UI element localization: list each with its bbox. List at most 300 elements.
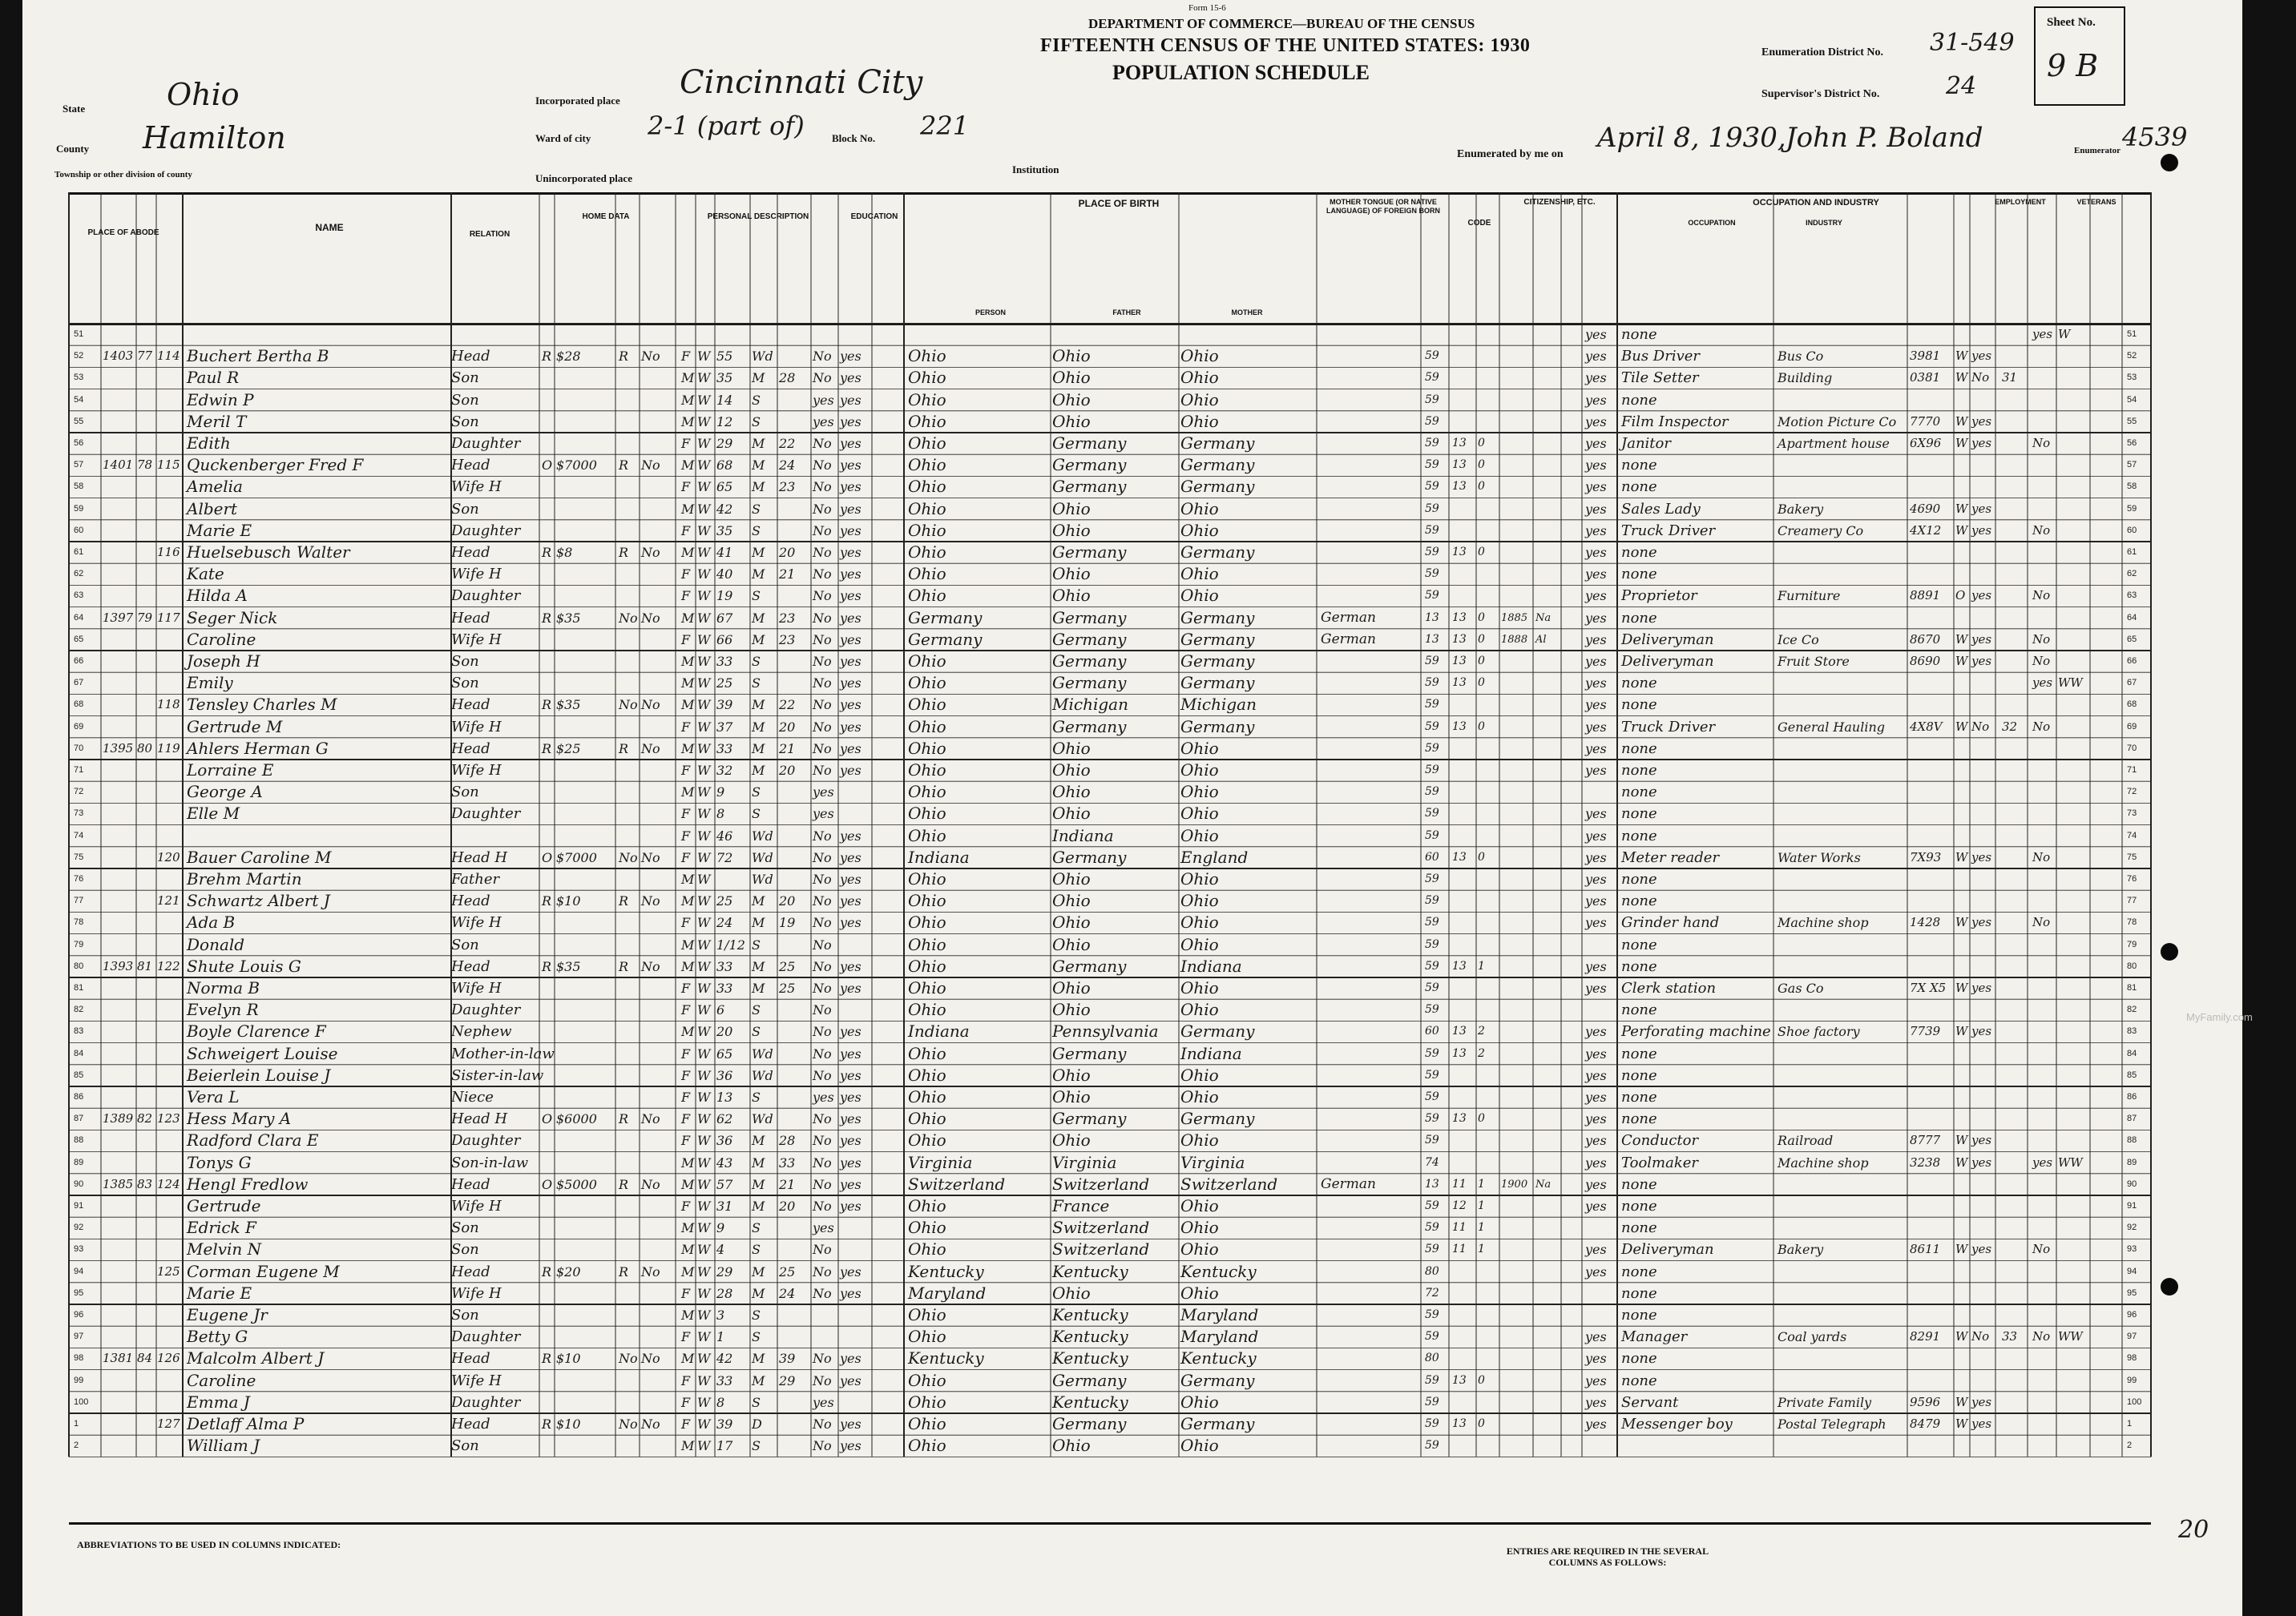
cell-rel: Head H xyxy=(451,848,508,866)
cell-occ: none xyxy=(1621,326,1657,343)
cell-bp: Ohio xyxy=(908,477,946,497)
cell-street xyxy=(103,1435,136,1457)
cell-dw xyxy=(137,1130,156,1151)
census-row xyxy=(22,672,2242,694)
cell-nat xyxy=(1535,651,1560,672)
cell-fam xyxy=(157,389,181,411)
cell-yr xyxy=(1501,716,1533,738)
cell-vet: No xyxy=(2032,849,2051,864)
cell-race: W xyxy=(697,392,711,408)
cell-bp: Ohio xyxy=(908,346,946,366)
cell-vet: No xyxy=(2032,588,2051,603)
cell-yr xyxy=(1501,738,1533,760)
cell-dw xyxy=(137,651,156,672)
cell-sch: No xyxy=(813,675,832,691)
cell-race: W xyxy=(697,566,711,582)
cell-eng: yes xyxy=(1585,1176,1607,1192)
cell-nat xyxy=(1535,1108,1560,1130)
cell-vet xyxy=(2032,563,2055,585)
cell-bpm: Germany xyxy=(1180,542,1255,562)
cell-radio xyxy=(619,651,641,672)
cell-work xyxy=(1971,476,1995,498)
cell-nat: Na xyxy=(1535,611,1552,624)
cell-c2 xyxy=(1452,694,1476,715)
cell-ocode: 8291 xyxy=(1910,1329,1941,1344)
cell-tenure xyxy=(542,1326,556,1348)
cell-war xyxy=(2058,542,2090,563)
cell-dw xyxy=(137,1021,156,1042)
cell-dw: 79 xyxy=(137,610,153,625)
cell-read xyxy=(840,803,872,824)
cell-ind xyxy=(1777,1108,1906,1130)
cell-name xyxy=(187,324,451,345)
cell-value: $6000 xyxy=(556,1111,597,1127)
cell-vet xyxy=(2032,367,2055,389)
cell-radio xyxy=(619,803,641,824)
census-row xyxy=(22,803,2242,824)
cell-eng: yes xyxy=(1585,828,1607,844)
cell-vet xyxy=(2032,934,2055,956)
cell-occ: Proprietor xyxy=(1621,587,1697,605)
cell-rel: Niece xyxy=(451,1089,494,1106)
cell-tenure xyxy=(542,1217,556,1239)
cell-name: Paul R xyxy=(187,368,240,388)
cell-sex: M xyxy=(681,893,695,909)
cell-sch: No xyxy=(813,1285,832,1301)
cell-c3 xyxy=(1478,912,1499,933)
cell-agem xyxy=(779,1021,811,1042)
cell-war xyxy=(2058,454,2090,476)
cell-rel: Head xyxy=(451,457,490,474)
cell-war xyxy=(2058,367,2090,389)
cell-street xyxy=(103,433,136,454)
cell-street xyxy=(103,694,136,715)
cell-ind xyxy=(1777,607,1906,629)
cell-age: 33 xyxy=(716,1372,733,1388)
cell-vet xyxy=(2032,977,2055,999)
cell-sex: F xyxy=(681,806,691,822)
cell-bp: Ohio xyxy=(908,498,946,518)
cell-vet xyxy=(2032,1086,2055,1108)
cell-c2 xyxy=(1452,1435,1476,1457)
cell-tongue xyxy=(1321,1413,1417,1435)
cell-ocode xyxy=(1910,607,1955,629)
cell-farm xyxy=(641,651,673,672)
cell-tenure xyxy=(542,367,556,389)
cell-dw xyxy=(137,411,156,433)
cell-radio xyxy=(619,1239,641,1260)
cell-bp: Ohio xyxy=(908,1087,946,1106)
cell-name: Ahlers Herman G xyxy=(187,738,329,758)
cell-vet xyxy=(2032,760,2055,781)
cell-bp: Ohio xyxy=(908,956,946,976)
cell-rel: Head xyxy=(451,544,490,561)
cell-c1: 59 xyxy=(1425,480,1439,494)
line-number-right: 92 xyxy=(2127,1223,2137,1233)
cell-work xyxy=(1971,890,1995,912)
cell-cls: W xyxy=(1955,1394,1968,1409)
cell-read: yes xyxy=(840,436,862,451)
cell-eng: yes xyxy=(1585,436,1607,451)
line-number-left: 80 xyxy=(74,961,84,971)
cell-street: 1385 xyxy=(103,1176,134,1191)
cell-rel: Wife H xyxy=(451,1372,502,1389)
cell-age: 42 xyxy=(716,501,733,517)
line-number-right: 59 xyxy=(2127,503,2137,514)
census-row xyxy=(22,1152,2242,1174)
cell-eng: yes xyxy=(1585,849,1607,865)
cell-radio xyxy=(619,1021,641,1042)
cell-bpf: Germany xyxy=(1052,477,1127,497)
cell-line xyxy=(2002,629,2026,651)
cell-name: Huelsebusch Walter xyxy=(187,542,350,562)
cell-tongue xyxy=(1321,1304,1417,1326)
cell-value: $10 xyxy=(556,1417,581,1432)
cell-race: W xyxy=(697,370,711,386)
cell-ind xyxy=(1777,956,1906,977)
cell-agem: 20 xyxy=(779,545,796,560)
cell-c2 xyxy=(1452,324,1476,345)
cell-name: Bauer Caroline M xyxy=(187,847,332,867)
cell-bpm: Ohio xyxy=(1180,586,1219,606)
cell-c1: 59 xyxy=(1425,655,1439,667)
cell-radio: R xyxy=(619,1263,629,1280)
cell-c2: 13 xyxy=(1452,1417,1467,1430)
line-number-left: 86 xyxy=(74,1092,84,1102)
cell-tenure xyxy=(542,585,556,607)
line-number-left: 63 xyxy=(74,590,84,601)
cell-c3 xyxy=(1478,345,1499,367)
cell-bpm: Germany xyxy=(1180,433,1255,453)
cell-eng: yes xyxy=(1585,1090,1607,1105)
cell-name: Eugene Jr xyxy=(187,1305,268,1324)
cell-farm xyxy=(641,389,673,411)
cell-c1: 59 xyxy=(1425,1199,1439,1212)
cell-dw xyxy=(137,324,156,345)
cell-dw xyxy=(137,803,156,824)
cell-c3: 0 xyxy=(1478,850,1485,864)
cell-eng: yes xyxy=(1585,1242,1607,1258)
cell-nat xyxy=(1535,367,1560,389)
cell-sex: M xyxy=(681,413,695,429)
cell-vet: No xyxy=(2032,436,2051,450)
cell-sch: No xyxy=(813,1067,832,1083)
cell-ocode: 8891 xyxy=(1910,588,1941,603)
cell-read: yes xyxy=(840,675,862,691)
cell-tongue xyxy=(1321,345,1417,367)
cell-agem: 28 xyxy=(779,370,796,386)
cell-ocode xyxy=(1910,1043,1955,1065)
cell-c1: 59 xyxy=(1425,741,1439,755)
cell-race: W xyxy=(697,654,711,669)
cell-age: 67 xyxy=(716,610,733,626)
cell-eng: yes xyxy=(1585,763,1607,778)
census-row xyxy=(22,454,2242,476)
cell-nat xyxy=(1535,694,1560,715)
cell-ms: M xyxy=(752,1176,765,1192)
cell-war xyxy=(2058,760,2090,781)
cell-name: Schweigert Louise xyxy=(187,1043,338,1063)
cell-ms: S xyxy=(752,522,761,538)
cell-vet: yes xyxy=(2032,1155,2053,1170)
cell-fam: 125 xyxy=(157,1263,180,1279)
cell-bpf: Ohio xyxy=(1052,1130,1091,1151)
cell-race: W xyxy=(697,1417,711,1432)
cell-bpf: Germany xyxy=(1052,1414,1127,1433)
cell-ms: S xyxy=(752,654,761,669)
cell-cls: W xyxy=(1955,501,1968,516)
cell-vet xyxy=(2032,1195,2055,1217)
cell-rel: Wife H xyxy=(451,631,502,648)
cell-work: yes xyxy=(1971,501,1992,516)
cell-work xyxy=(1971,389,1995,411)
cell-name: Donald xyxy=(187,934,245,954)
cell-bp: Switzerland xyxy=(908,1174,1006,1194)
cell-cls xyxy=(1955,825,1971,847)
cell-cls xyxy=(1955,738,1971,760)
cell-ms: M xyxy=(752,719,765,735)
cell-bpm: Germany xyxy=(1180,1109,1255,1129)
cell-nat xyxy=(1535,1370,1560,1392)
cell-bpf: Michigan xyxy=(1052,695,1128,715)
cell-war xyxy=(2058,1283,2090,1304)
cell-race: W xyxy=(697,631,711,647)
cell-war: WW xyxy=(2058,1329,2083,1344)
cell-tongue xyxy=(1321,716,1417,738)
cell-fam xyxy=(157,1370,181,1392)
cell-bp: Indiana xyxy=(908,847,970,867)
cell-rel: Son-in-law xyxy=(451,1154,529,1171)
cell-ind xyxy=(1777,1086,1906,1108)
cell-street xyxy=(103,411,136,433)
cell-c3 xyxy=(1478,1392,1499,1413)
cell-tenure xyxy=(542,498,556,520)
cell-bpf: Germany xyxy=(1052,455,1127,475)
cell-tenure: R xyxy=(542,893,552,909)
cell-radio: R xyxy=(619,349,629,365)
cell-street xyxy=(103,1130,136,1151)
cell-sex: F xyxy=(681,631,691,647)
cell-sex: M xyxy=(681,1263,695,1280)
cell-street xyxy=(103,890,136,912)
cell-farm: No xyxy=(641,849,660,865)
cell-c2: 13 xyxy=(1452,655,1467,667)
cell-yr xyxy=(1501,956,1533,977)
cell-line xyxy=(2002,324,2026,345)
cell-value: $7000 xyxy=(556,849,597,865)
cell-ocode: 8690 xyxy=(1910,654,1941,668)
cell-occ: none xyxy=(1621,544,1657,561)
line-number-right: 58 xyxy=(2127,482,2137,492)
cell-agem xyxy=(779,324,811,345)
cell-eng: yes xyxy=(1585,893,1607,909)
cell-tongue xyxy=(1321,1392,1417,1413)
line-number-right: 99 xyxy=(2127,1375,2137,1385)
cell-eng: yes xyxy=(1585,1329,1607,1345)
cell-tongue xyxy=(1321,999,1417,1021)
cell-dw xyxy=(137,847,156,868)
cell-line xyxy=(2002,868,2026,890)
cell-rel: Son xyxy=(451,500,479,518)
cell-work: yes xyxy=(1971,1155,1992,1170)
line-number-left: 1 xyxy=(74,1419,79,1429)
line-number-right: 96 xyxy=(2127,1310,2137,1320)
cell-agem xyxy=(779,1043,811,1065)
cell-race: W xyxy=(697,1351,711,1367)
cell-value: $10 xyxy=(556,1351,581,1367)
cell-ocode: 3238 xyxy=(1910,1155,1941,1170)
cell-sch: No xyxy=(813,937,832,953)
cell-eng: yes xyxy=(1585,545,1607,560)
cell-radio xyxy=(619,1086,641,1108)
cell-nat xyxy=(1535,738,1560,760)
census-row xyxy=(22,1021,2242,1042)
cell-sch: yes xyxy=(813,392,834,408)
cell-ms: S xyxy=(752,1308,761,1323)
cell-sex: M xyxy=(681,937,695,953)
cell-name: Norma B xyxy=(187,978,260,997)
cell-sch: No xyxy=(813,588,832,604)
cell-value xyxy=(556,868,614,890)
cell-name: Detlaff Alma P xyxy=(187,1414,305,1433)
ward-value: 2-1 (part of) xyxy=(648,111,805,141)
cell-yr xyxy=(1501,1217,1533,1239)
cell-yr xyxy=(1501,1130,1533,1151)
line-number-left: 94 xyxy=(74,1266,84,1276)
cell-farm xyxy=(641,912,673,933)
cell-c3: 0 xyxy=(1478,1417,1485,1430)
cell-radio xyxy=(619,760,641,781)
cell-radio: No xyxy=(619,610,638,626)
cell-fam xyxy=(157,716,181,738)
line-number-left: 58 xyxy=(74,482,84,492)
cell-radio: No xyxy=(619,849,638,865)
cell-bp: Ohio xyxy=(908,651,946,671)
cell-street xyxy=(103,1326,136,1348)
cell-ms: M xyxy=(752,370,765,386)
cell-agem xyxy=(779,585,811,607)
cell-vet: No xyxy=(2032,915,2051,930)
cell-yr xyxy=(1501,1370,1533,1392)
cell-race: W xyxy=(697,893,711,909)
census-row xyxy=(22,1392,2242,1413)
cell-c1: 13 xyxy=(1425,611,1439,624)
cell-line xyxy=(2002,1021,2026,1042)
cell-nat xyxy=(1535,781,1560,803)
cell-bpm: Germany xyxy=(1180,716,1255,736)
cell-c1: 13 xyxy=(1425,1177,1439,1191)
cell-read: yes xyxy=(840,740,862,756)
cell-tenure: R xyxy=(542,740,552,756)
cell-tenure: O xyxy=(542,1111,553,1127)
cell-cls: W xyxy=(1955,1024,1968,1039)
cell-sch: No xyxy=(813,981,832,996)
hdr-person: PERSON xyxy=(974,308,1006,316)
line-number-right: 64 xyxy=(2127,612,2137,623)
cell-ms: M xyxy=(752,1133,765,1149)
cell-war xyxy=(2058,825,2090,847)
cell-agem: 20 xyxy=(779,763,796,778)
line-number-left: 75 xyxy=(74,852,84,862)
cell-work xyxy=(1971,738,1995,760)
cell-c3 xyxy=(1478,1261,1499,1283)
cell-sex: F xyxy=(681,1090,691,1105)
cell-c2: 13 xyxy=(1452,850,1467,864)
cell-bpf: Ohio xyxy=(1052,1065,1091,1085)
line-number-left: 91 xyxy=(74,1201,84,1211)
cell-war: WW xyxy=(2058,675,2083,691)
line-number-left: 96 xyxy=(74,1310,84,1320)
cell-c2: 13 xyxy=(1452,1373,1467,1387)
cell-occ: none xyxy=(1621,1263,1657,1280)
cell-name: Melvin N xyxy=(187,1239,262,1259)
cell-bpm: Germany xyxy=(1180,477,1255,497)
census-row xyxy=(22,476,2242,498)
cell-race: W xyxy=(697,1024,711,1040)
cell-cls xyxy=(1955,1435,1971,1457)
cell-nat xyxy=(1535,868,1560,890)
cell-bpm: Kentucky xyxy=(1180,1348,1257,1368)
cell-occ: Meter reader xyxy=(1621,848,1720,866)
cell-sex: M xyxy=(681,610,695,626)
cell-c3: 1 xyxy=(1478,1177,1485,1191)
line-number-left: 65 xyxy=(74,634,84,644)
cell-eng xyxy=(1585,1217,1617,1239)
cell-c3: 1 xyxy=(1478,1199,1485,1212)
cell-agem xyxy=(779,498,811,520)
cell-yr: 1888 xyxy=(1501,633,1528,646)
cell-race: W xyxy=(697,349,711,365)
cell-line xyxy=(2002,1283,2026,1304)
cell-sex: M xyxy=(681,1308,695,1323)
cell-sex: F xyxy=(681,1372,691,1388)
cell-sex: M xyxy=(681,872,695,887)
cell-ocode xyxy=(1910,760,1955,781)
cell-ind: Shoe factory xyxy=(1777,1024,1860,1040)
cell-farm xyxy=(641,760,673,781)
cell-name: Shute Louis G xyxy=(187,956,301,976)
cell-radio xyxy=(619,367,641,389)
cell-age: 35 xyxy=(716,522,733,538)
line-number-right: 67 xyxy=(2127,678,2137,688)
cell-agem: 23 xyxy=(779,479,796,495)
cell-tongue xyxy=(1321,760,1417,781)
cell-read: yes xyxy=(840,1417,862,1432)
cell-farm: No xyxy=(641,1111,660,1127)
cell-bpf: Germany xyxy=(1052,1043,1127,1063)
cell-c3 xyxy=(1478,803,1499,824)
cell-c1: 59 xyxy=(1425,764,1439,776)
cell-race: W xyxy=(697,501,711,517)
cell-street xyxy=(103,1392,136,1413)
cell-bp: Ohio xyxy=(908,1043,946,1063)
cell-bp: Ohio xyxy=(908,695,946,715)
cell-sch xyxy=(813,1326,840,1348)
cell-radio: R xyxy=(619,1111,629,1127)
cell-bpf: Germany xyxy=(1052,847,1127,867)
cell-radio xyxy=(619,1152,641,1174)
cell-cls: W xyxy=(1955,1133,1968,1148)
cell-rel: Daughter xyxy=(451,1001,521,1019)
cell-race: W xyxy=(697,981,711,996)
cell-tenure xyxy=(542,1239,556,1260)
cell-value xyxy=(556,367,614,389)
census-row xyxy=(22,1370,2242,1392)
cell-occ: none xyxy=(1621,1350,1657,1368)
cell-tenure xyxy=(542,433,556,454)
cell-c1: 59 xyxy=(1425,1308,1439,1321)
cell-tenure: R xyxy=(542,1263,552,1280)
